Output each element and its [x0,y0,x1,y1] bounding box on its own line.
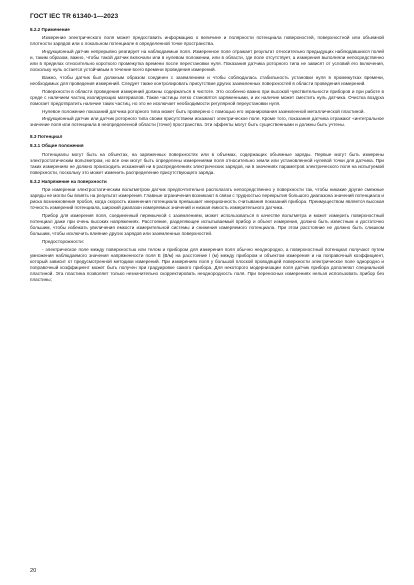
paragraph: Поверхности в области проведения измерений должны содержаться в чистоте. Это особенно важно при высокой чувствительности приборов и при работе в среде с наличием частиц изолирующих материалов. Такие частицы легко становятся заряженными, и их наличие может сместить нуль датчика. Очистка воздуха помогает предотвратить наличие таких частиц, но это не исключает необходимости регулярной переустановки нуля. [30,88,384,106]
paragraph: При измерении электростатическим вольтметром датчик предпочтительно располагать непосредственно у поверхности так, чтобы никакие другие смежные заряды не могли бы влиять на результат измерения. Главные ограничения возникают в связи с трудностью перекрытия большого диапазона значений потенциала и риска возникновения пробоя, когда скорость изменения потенциала превышает инерционность считывания показаний прибора. Преимуществом является высокая точность измерений потенциала, широкий диапазон измеряемых значений и низкая емкость измерительного датчика. [30,187,384,211]
paragraph: Измерение электрического поля может предоставить информацию о величине и полярности потенциала поверхностей, поверхностной или объемной плотности зарядов или о локальном потенциале в определенной точке пространства. [30,35,384,47]
paragraph: Нулевое положение показаний датчика роторного типа может быть проверено с помощью его экранирования заземленной металлической пластиной. [42,108,365,114]
paragraph: Индукционный датчик или датчик роторного типа своим присутствием искажают электрическое поле. Кроме того, показания датчика отражают «интегральное значение поля или потенциала в неопределенной области (точке) пространства. Эти эффекты могут быть существенными и должны быть учтены. [30,116,384,128]
section-title: 8.3 Потенциал [30,134,63,140]
paragraph: Предосторожности: [42,238,84,244]
section-heading: 8.3.1 Общие положения [30,143,84,149]
page-number: 20 [30,568,37,574]
document-body [30,27,384,283]
paragraph: Потенциалы могут быть на объектах, на заряженных поверхностях или в объемах, содержащих объемные заряды. Первые могут быть измерены электростатическим вольтметром, но все они могут быть определены измерениями поля относительно земли или установленной нулевой точки для датчика. При таких измерениях не должно происходить искажений ни в распределениях электрических зарядов, ни в значениях параметров электрического поля на испытуемой поверхности, поскольку это может изменить распределение присутствующего заряда. [30,151,384,175]
document-code: ГОСТ IEC TR 61340-1—2023 [30,13,119,20]
paragraph: Важно, чтобы датчик был должным образом соединен с заземлением и чтобы соблюдалась стабильность установки нуля в промежутках времени, необходимых для проведения измерений. Следует также контролировать присутствие других заземленных поверхностей в области проведения измерений. [30,74,384,86]
section-heading: 8.3.2 Напряжение на поверхности [30,178,107,184]
list-item: - электрическое поле между поверхностью или телом и прибором для измерения поля обычно неоднородно, а поверхностный потенциал получают путем умножения наблюдаемого значения напряженности поля E (В/м) на расстояние l (м) между прибором и объектом измерения и на поправочный коэффициент, который зависит от предусмотренной методики измерений. При измерениях поля у большой плоской проводящей поверхности электрическое поле однородно и поправочный коэффициент может быть получен при градуировке самого прибора. Для некоторого модернизации поля датчик прибора дополняют специальной пластиной. Эта пластина позволяет только незначительно скорректировать неоднородность поля. При переносных измерениях нельзя использовать прибор без пластины; [30,246,384,283]
paragraph: Индукционный датчик непрерывно реагирует на наблюдаемые поля. Измеренное поле отражает результат относительно предыдущих наблюдавшихся полей и, таким образом, важно, чтобы такой датчик включали или в нулевом положении, или в области, где поле отсутствует, а измерения выполняли непосредственно или в пределах относительно короткого промежутка времени после перестановки нуля. Показания датчика роторного типа не зависят от условий его включения, поскольку нуль остается устойчивым в течение всего времени проведения измерений. [30,48,384,73]
section-heading: 8.2.2 Применение [30,27,70,32]
paragraph: Прибор для измерения поля, соединенный перемычкой с заземлением, может использоваться в качестве вольтметра и может измерить поверхностный потенциал даже при очень высоких напряжениях. Расстояние, разделяющее испытываемый прибор и объект измерения, должно быть известным и достаточно большим, чтобы избежать увеличения емкости измерительной системы и снижения измеряемого потенциала. При этом расстояние не должно быть слишком большим, чтобы исключить влияние других зарядов или заземленных поверхностей. [30,213,384,237]
